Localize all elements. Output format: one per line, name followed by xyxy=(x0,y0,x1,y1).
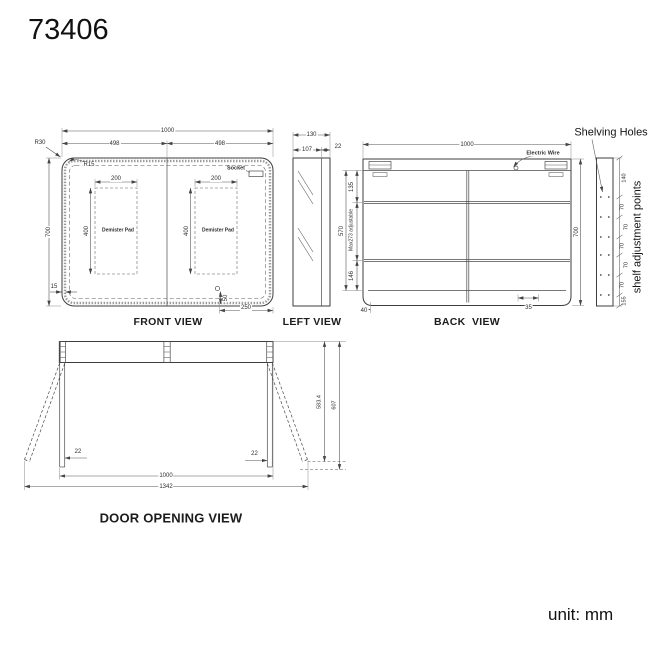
side-panel-outline xyxy=(597,158,614,306)
drawing-number: 73406 xyxy=(28,14,109,46)
back-view-drawing xyxy=(343,142,585,314)
center-divider xyxy=(467,171,469,303)
hole-top-offset-dim: 140 xyxy=(621,172,628,183)
door-opening-drawing xyxy=(25,342,347,491)
mirror-glass-marks xyxy=(298,171,313,261)
shelf-panel-drawing xyxy=(592,140,623,309)
front-view-drawing xyxy=(46,128,273,314)
door-swing-dashed-right xyxy=(267,363,307,462)
front-overall-height-dim: 700 xyxy=(46,226,52,238)
socket-box xyxy=(249,171,263,177)
electric-wire-leader xyxy=(514,156,537,168)
hinge-right xyxy=(267,342,273,363)
bracket-tab-right xyxy=(549,173,563,177)
bottom-shelf-dim: 146 xyxy=(348,270,355,281)
back-view-caption: BACK VIEW xyxy=(434,315,500,328)
sensor-offset-dim: 250 xyxy=(240,304,252,311)
front-left-door-width-dim: 498 xyxy=(109,140,120,147)
back-view-dimension-lines xyxy=(343,142,585,314)
front-overall-width-dim: 1000 xyxy=(160,128,175,134)
hole-gap-dim-1: 70 xyxy=(619,203,626,211)
back-overall-height-dim: 700 xyxy=(573,226,580,238)
shelving-holes xyxy=(600,196,610,296)
bottom-left-offset-dim: 40 xyxy=(360,307,368,314)
left-body-depth-dim: 107 xyxy=(301,147,313,153)
left-door-thickness-plan-dim: 22 xyxy=(74,449,82,455)
open-depth-inner-dim: 583.4 xyxy=(315,395,322,409)
left-view-caption: LEFT VIEW xyxy=(282,315,342,328)
door-opening-dimension-lines xyxy=(25,342,347,491)
shelving-holes-leader xyxy=(592,140,603,193)
pad-height-left-dim: 400 xyxy=(84,225,90,237)
shelving-holes-label: Shelving Holes xyxy=(574,126,648,139)
r30-leader xyxy=(46,147,61,157)
hole-gap-dim-4: 70 xyxy=(623,261,630,269)
outer-radius-callout: R30 xyxy=(34,140,46,146)
left-overall-depth-dim: 130 xyxy=(306,132,317,138)
bottom-right-offset-dim: 35 xyxy=(525,305,532,311)
led-strip-dashed xyxy=(70,166,266,299)
door-open-90-right xyxy=(267,363,272,468)
demister-pad-right-label: Demister Pad xyxy=(202,227,234,234)
hinge-center xyxy=(164,342,170,363)
hole-gap-dim-3: 70 xyxy=(619,242,626,250)
demister-pad-left-label: Demister Pad xyxy=(102,227,134,234)
right-door-thickness-plan-dim: 22 xyxy=(251,451,258,457)
sensor-switch-dot xyxy=(215,286,219,290)
door-opening-view-caption: DOOR OPENING VIEW xyxy=(99,510,243,526)
hole-bottom-offset-dim: 155 xyxy=(621,295,628,306)
front-right-door-width-dim: 498 xyxy=(214,140,226,147)
door-open-90-left xyxy=(60,363,65,468)
door-swing-dashed-left xyxy=(25,363,65,462)
back-overall-width-dim: 1000 xyxy=(460,141,474,148)
pad-height-right-dim: 400 xyxy=(184,225,190,237)
pad-width-left-dim: 200 xyxy=(110,176,122,182)
unit-note: unit: mm xyxy=(548,605,614,624)
sensor-height-dim: 50 xyxy=(223,294,229,301)
front-view-caption: FRONT VIEW xyxy=(133,315,203,328)
hole-gap-dim-5: 70 xyxy=(619,281,626,289)
hole-gap-dim-2: 70 xyxy=(623,223,630,231)
left-door-thickness-dim: 22 xyxy=(334,143,342,150)
bracket-tab-left xyxy=(373,173,387,177)
mirror-outline xyxy=(62,158,273,306)
inner-radius-callout: R15 xyxy=(83,162,95,168)
electric-wire-label: Electric Wire xyxy=(526,149,560,156)
plan-cabinet-width-dim: 1000 xyxy=(159,473,173,479)
left-view-drawing xyxy=(293,132,330,306)
electric-wire-dot xyxy=(514,166,518,170)
adjustable-range-label: Max273 adjustable xyxy=(348,208,355,251)
plan-open-width-dim: 1342 xyxy=(159,483,173,490)
pad-width-right-dim: 200 xyxy=(210,176,222,182)
left-view-outline xyxy=(293,158,330,306)
shelf-adjustment-note: shelf adjustment points xyxy=(631,180,644,294)
front-view-dimension-lines xyxy=(46,128,273,314)
interior-height-dim: 570 xyxy=(338,225,345,236)
socket-label: Socket xyxy=(226,165,246,172)
frame-thickness-dim: 15 xyxy=(50,284,58,290)
open-depth-outer-dim: 607 xyxy=(330,400,337,410)
top-shelf-dim: 135 xyxy=(348,181,355,192)
